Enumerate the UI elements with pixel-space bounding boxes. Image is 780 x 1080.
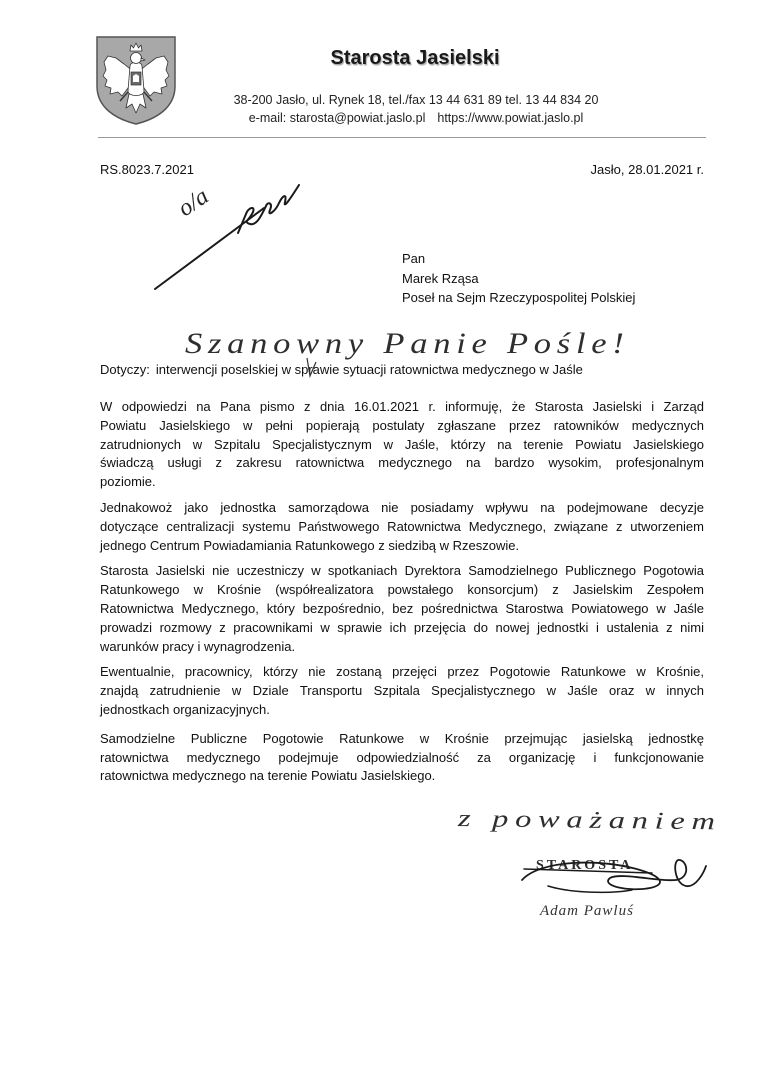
- subject-line: [100, 362, 583, 378]
- paragraph-line: dotyczące centralizacji systemu Państwowego Ratownictwa Medycznego, związane z utworzeniem: [100, 518, 704, 534]
- paragraph-line: ratownictwa medycznego podejmuje odpowiedzialność za organizację i funkcjonowanie: [100, 749, 704, 765]
- paragraph-line: ratownictwa medycznego na terenie Powiatu Jasielskiego.: [100, 768, 436, 784]
- letterhead-address: 38-200 Jasło, ul. Rynek 18, tel./fax 13 44 631 89 tel. 13 44 834 20: [233, 93, 599, 107]
- recipient-position: Poseł na Sejm Rzeczypospolitej Polskiej: [402, 290, 636, 305]
- subject-label: Dotyczy:: [100, 362, 150, 377]
- annotation-diagonal-line: [155, 208, 264, 289]
- paragraph: [100, 499, 704, 555]
- paragraph-line: Ewentualnie, pracownicy, którzy nie zostaną przejęci przez Pogotowie Ratunkowe w Krośnie,: [100, 664, 704, 680]
- recipient-title: Pan: [402, 251, 426, 266]
- letterhead-title: Starosta Jasielski: [330, 47, 500, 69]
- paragraph-line: jednego Centrum Powiadamiania Ratunkowego z siedzibą w Rzeszowie.: [100, 537, 520, 553]
- paragraph-line: W odpowiedzi na Pana pismo z dnia 16.01.2021 r. informuję, że Starosta Jasielski i Zarząd: [100, 399, 704, 414]
- paragraph: [100, 562, 704, 656]
- header-divider: [98, 137, 706, 138]
- email-text: e-mail: starosta@powiat.jaslo.pl: [248, 111, 426, 125]
- signatory-name: Adam Pawluś: [540, 903, 634, 919]
- paragraph: [100, 398, 704, 492]
- paragraph-line: Ratownictwa Medycznego, który bezpośrednio, bez pośrednictwa Starostwa Powiatowego w Jaśle: [100, 600, 704, 616]
- handwritten-closing: z poważaniem: [457, 806, 722, 836]
- recipient-name: Marek Rząsa: [402, 270, 479, 286]
- paragraph: [100, 730, 704, 786]
- letterhead-contact: [160, 110, 672, 126]
- website-text: https://www.powiat.jaslo.pl: [437, 111, 584, 125]
- paragraph-line: Ratunkowego w Krośnie (współrealizatora powstałego konsorcjum) z Jasielskim Zespołem: [100, 582, 704, 598]
- paragraph-line: warunków pracy i wynagrodzenia.: [100, 638, 296, 654]
- paragraph-line: jednostkach organizacyjnych.: [100, 701, 270, 717]
- paragraph: [100, 663, 704, 719]
- reference-number: RS.8023.7.2021: [100, 162, 194, 177]
- letter-body: [100, 398, 704, 793]
- handwritten-annotation: o/a: [173, 183, 214, 222]
- letter-date: Jasło, 28.01.2021 r.: [590, 162, 704, 177]
- paragraph-line: świadczą usługi z zakresu ratownictwa medycznego na bardzo wysokim, profesjonalnym: [100, 455, 704, 471]
- paragraph-line: Powiatu Jasielskiego w pełni popierają postulaty zgłaszane przez ratowników medycznych: [100, 417, 704, 433]
- paragraph-line: zatrudnionych w Szpitalu Specjalistycznym w Jaśle, którzy na terenie Powiatu Jasielskiego: [100, 436, 704, 452]
- subject-text: interwencji poselskiej w sprawie sytuacji ratownictwa medycznego w Jaśle: [155, 362, 583, 377]
- paragraph-line: znajdą zatrudnienie w Dziale Transportu Szpitala Specjalistycznego w Jaśle oraz w innych: [100, 683, 704, 699]
- signature-stamp: STAROSTA: [536, 858, 634, 873]
- paragraph-line: prowadzi rozmowy z pracownikami w sprawie ich przejęcia do nowej jednostki i ustalenia z nimi: [100, 619, 704, 635]
- paragraph-line: Samodzielne Publiczne Pogotowie Ratunkowe w Krośnie przejmując jasielską jednostkę: [100, 730, 704, 746]
- paragraph-line: poziomie.: [100, 474, 156, 490]
- handwritten-salutation: Szanowny Panie Pośle!: [185, 327, 630, 360]
- annotation-initials-scribble: [238, 185, 299, 233]
- paragraph-line: Starosta Jasielski nie uczestniczy w spotkaniach Dyrektora Samodzielnego Publicznego Pogotowia: [100, 563, 704, 579]
- recipient-block: [402, 249, 635, 308]
- paragraph-line: Jednakowoż jako jednostka samorządowa nie posiadamy wpływu na podejmowane decyzje: [100, 499, 704, 515]
